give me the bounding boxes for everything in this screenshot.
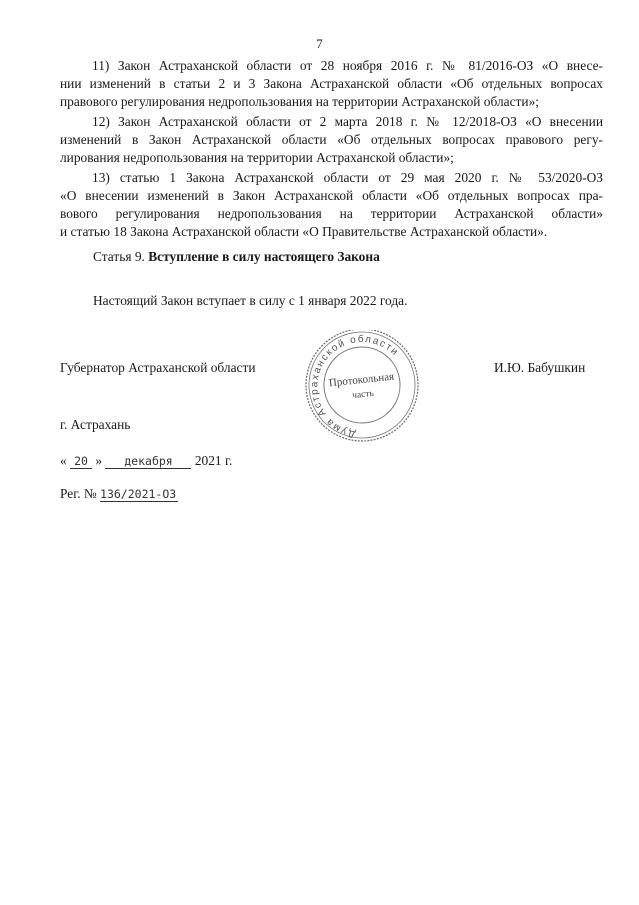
effective-date-paragraph: Настоящий Закон вступает в силу с 1 января 2022 года. [93,293,408,308]
item-13-line-3: вового регулирования недропользования на территории Астраханской области» [60,206,603,221]
item-12-line-1: 12) Закон Астраханской области от 2 марта 2018 г. № 12/2018-ОЗ «О внесении [92,114,603,129]
official-stamp [296,330,428,448]
date-close-quote: » [95,453,103,468]
stamp-ring-text: Дума Астраханской области [309,333,401,440]
registration-number: 136/2021-ОЗ [100,487,177,501]
item-12-line-3: лирования недропользования на территории Астраханской области»; [60,150,454,165]
date-day: 20 [70,455,92,469]
item-11-line-1: 11) Закон Астраханской области от 28 ноября 2016 г. № 81/2016-ОЗ «О внесе- [92,58,603,73]
stamp-center-line-1: Протокольная [328,370,395,390]
list-item-13 [60,169,603,241]
item-13-line-2: «О внесении изменений в Закон Астраханской области «Об отдельных вопросах пра- [60,188,603,203]
article-title: Вступление в силу настоящего Закона [148,249,380,264]
date-year: 2021 г. [194,453,233,468]
signatory-name: И.Ю. Бабушкин [494,360,586,375]
item-13-line-1: 13) статью 1 Закона Астраханской области от 29 мая 2020 г. № 53/2020-ОЗ [92,170,603,185]
date-open-quote: « [60,453,67,468]
page-number: 7 [316,36,323,51]
article-prefix: Статья 9. [93,249,149,264]
article-heading [93,249,380,265]
signing-date [60,453,232,469]
stamp-center-line-2: часть [351,388,375,402]
registration-label: Рег. № [60,486,97,501]
item-11-line-2: нии изменений в статьи 2 и 3 Закона Астраханской области «Об отдельных вопросах [60,76,603,91]
item-11-line-3: правового регулирования недропользования на территории Астраханской области»; [60,94,539,109]
place-of-signing: г. Астрахань [60,417,131,432]
list-item-12 [60,113,603,167]
item-12-line-2: изменений в Закон Астраханской области «Об отдельных вопросах правового регу- [60,132,603,147]
list-item-11 [60,57,603,111]
registration-number-line [60,486,178,502]
item-13-line-4: и статью 18 Закона Астраханской области «О Правительстве Астраханской области». [60,224,548,239]
date-month: декабря [105,455,191,469]
signatory-position: Губернатор Астраханской области [60,360,256,375]
